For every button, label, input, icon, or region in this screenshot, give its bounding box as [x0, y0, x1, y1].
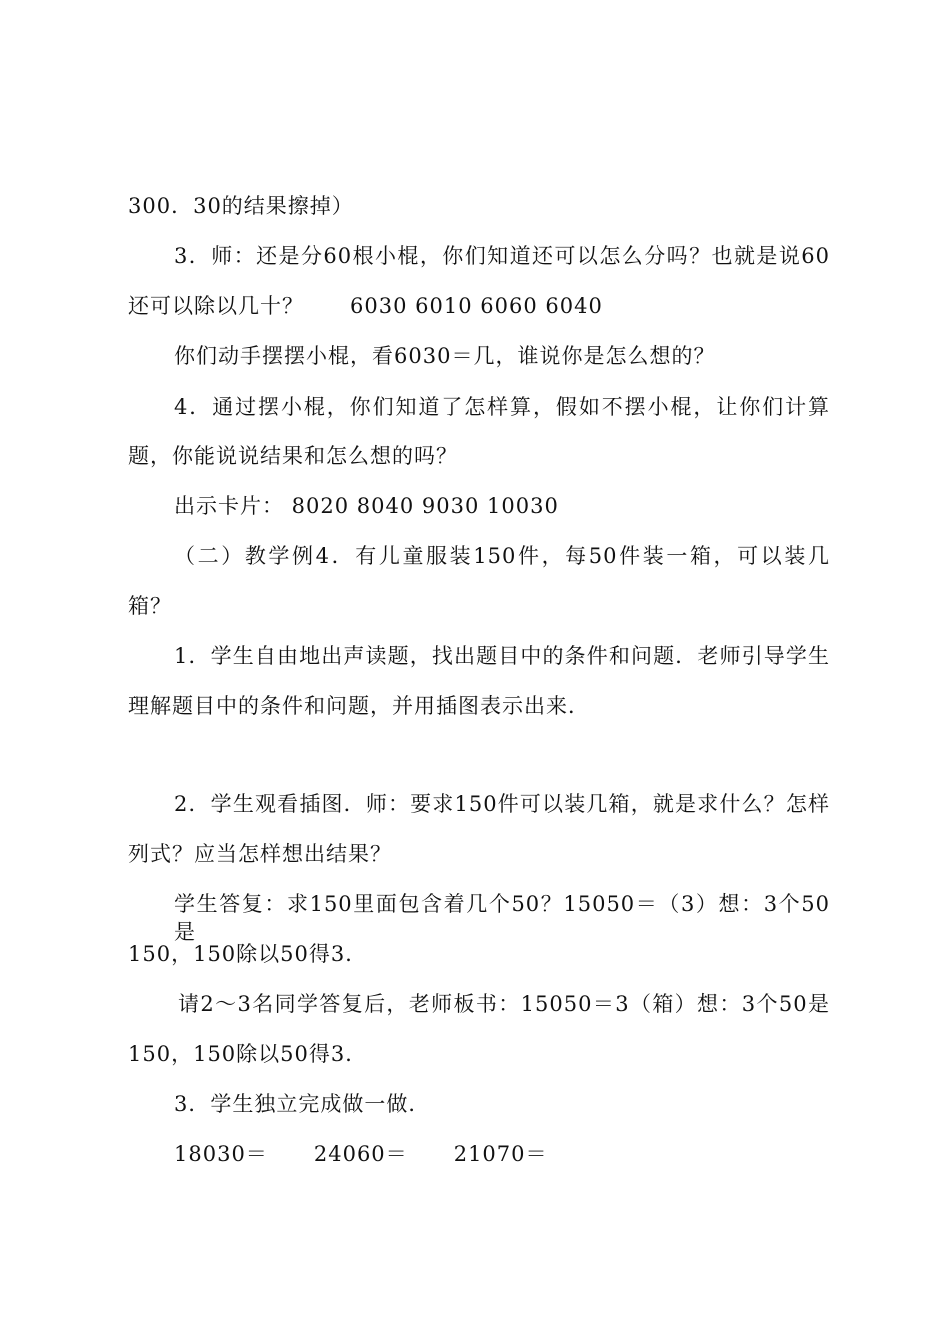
text-line-17: 150，150除以50得3．: [128, 1042, 368, 1066]
text-line-13: 列式？应当怎样想出结果？: [128, 842, 392, 866]
text-line-14: 学生答复：求150里面包含着几个50？15050＝（3）想：3个50是: [174, 892, 830, 944]
text-line-19: 18030＝ 24060＝ 21070＝: [174, 1142, 548, 1166]
text-line-8: （二）教学例4．有儿童服装150件，每50件装一箱，可以装几: [174, 544, 830, 568]
text-line-5: 4．通过摆小棍，你们知道了怎样算，假如不摆小棍，让你们计算: [174, 395, 830, 419]
text-line-15: 150，150除以50得3．: [128, 942, 368, 966]
text-line-1: 300．30的结果擦掉）: [128, 194, 354, 218]
text-line-6: 题，你能说说结果和怎么想的吗？: [128, 444, 458, 468]
text-line-12: 2．学生观看插图．师：要求150件可以装几箱，就是求什么？怎样: [174, 792, 830, 816]
text-line-9: 箱？: [128, 594, 172, 618]
text-line-18: 3．学生独立完成做一做．: [174, 1092, 431, 1116]
text-line-16: 请2～3名同学答复后，老师板书：15050＝3（箱）想：3个50是: [178, 992, 830, 1016]
text-line-3: 还可以除以几十？ 6030 6010 6060 6040: [128, 294, 603, 318]
text-line-2: 3．师：还是分60根小棍，你们知道还可以怎么分吗？也就是说60: [174, 244, 830, 268]
text-line-4: 你们动手摆摆小棍，看6030＝几，谁说你是怎么想的？: [174, 344, 716, 368]
text-line-7: 出示卡片： 8020 8040 9030 10030: [174, 494, 559, 518]
text-line-10: 1．学生自由地出声读题，找出题目中的条件和问题．老师引导学生: [174, 644, 830, 668]
text-line-11: 理解题目中的条件和问题，并用插图表示出来．: [128, 694, 590, 718]
